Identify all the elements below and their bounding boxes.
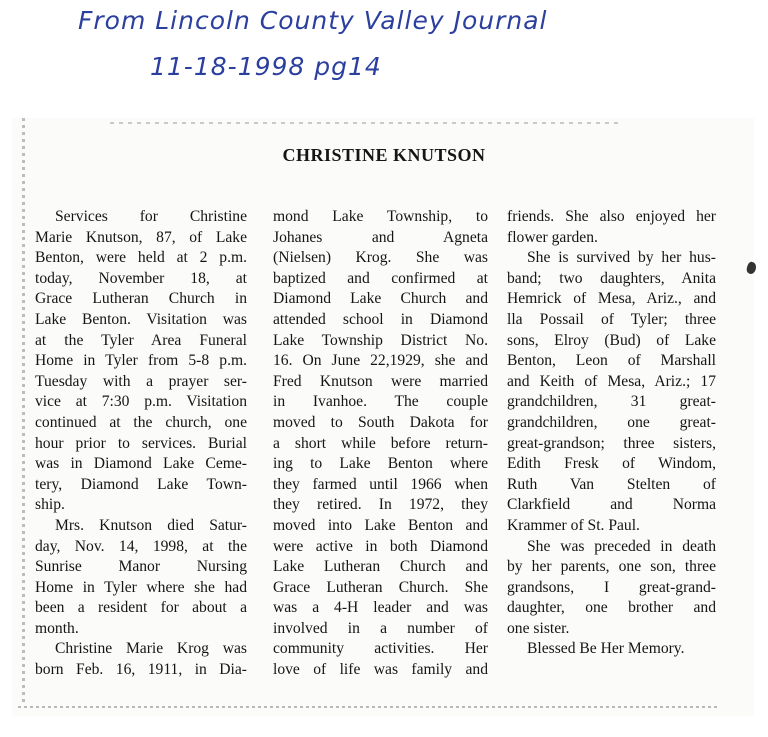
article-text-line: Johanes and Agneta	[273, 228, 488, 246]
article-text-line: She was preceded in death	[527, 537, 716, 555]
clipping-left-edge	[22, 118, 25, 706]
article-text-line: attended school in Diamond	[273, 310, 488, 328]
article-text-line: vice at 7:30 p.m. Visitation	[35, 393, 247, 411]
article-text-line: Clarkfield and Norma	[507, 496, 716, 514]
article-text-line: Sunrise Manor Nursing	[35, 558, 247, 576]
article-text-line: ship.	[35, 496, 65, 514]
article-text-line: Krammer of St. Paul.	[507, 516, 640, 534]
article-column-1	[35, 207, 247, 681]
article-text-line: Fred Knutson were married	[273, 372, 488, 390]
article-text-line: Tuesday with a prayer ser-	[35, 372, 247, 390]
article-text-line: Hemrick of Mesa, Ariz., and	[507, 290, 716, 308]
article-text-line: friends. She also enjoyed her	[507, 208, 716, 225]
article-text-line: Lake Township District No.	[273, 331, 488, 349]
article-text-line: baptized and confirmed at	[273, 269, 488, 287]
article-text-line: Benton, were held at 2 p.m.	[35, 249, 247, 267]
article-text-line: in Ivanhoe. The couple	[273, 393, 488, 411]
clipping-bottom-edge	[18, 706, 718, 708]
article-text-line: Services for Christine	[55, 208, 247, 225]
article-text-line: hour prior to services. Burial	[35, 434, 247, 452]
article-text-line: tery, Diamond Lake Town-	[35, 475, 247, 493]
article-text-line: involved in a number of	[273, 619, 488, 637]
article-text-line: Christine Marie Krog was	[55, 640, 247, 658]
article-text-line: and Keith of Mesa, Ariz.; 17	[507, 372, 716, 390]
article-text-line: was in Diamond Lake Ceme-	[35, 455, 247, 473]
article-text-line: Marie Knutson, 87, of Lake	[35, 228, 247, 246]
article-text-line: they retired. In 1972, they	[273, 496, 488, 514]
article-text-line: She is survived by her hus-	[527, 249, 716, 267]
article-text-line: today, November 18, at	[35, 269, 247, 287]
article-text-line: been a resident for about a	[35, 599, 247, 617]
obituary-headline: CHRISTINE KNUTSON	[282, 145, 486, 165]
article-text-line: grandchildren, 31 great-	[507, 393, 716, 411]
article-text-line: grandchildren, one great-	[507, 413, 716, 431]
article-text-line: (Nielsen) Krog. She was	[273, 249, 488, 267]
article-text-line: ing to Lake Benton where	[273, 455, 488, 473]
handwritten-date-page-note: 11-18-1998 pg14	[150, 52, 382, 81]
article-text-line: mond Lake Township, to	[273, 208, 488, 225]
article-text-line: Home in Tyler where she had	[35, 578, 247, 596]
article-text-line: one sister.	[507, 619, 570, 637]
article-text-line: at the Tyler Area Funeral	[35, 331, 247, 349]
article-column-3	[507, 207, 716, 660]
article-text-line: lla Possail of Tyler; three	[507, 310, 716, 328]
article-text-line: Diamond Lake Church and	[273, 290, 488, 308]
article-text-line: by her parents, one son, three	[507, 558, 716, 576]
article-text-line: Lake Benton. Visitation was	[35, 310, 247, 328]
article-text-line: daughter, one brother and	[507, 599, 716, 617]
article-text-line: Lake Lutheran Church and	[273, 558, 488, 576]
article-text-line: Edith Fresk of Windom,	[507, 455, 716, 473]
article-text-line: moved into Lake Benton and	[273, 516, 488, 534]
article-text-line: moved to South Dakota for	[273, 413, 488, 431]
article-text-line: day, Nov. 14, 1998, at the	[35, 537, 247, 555]
article-text-line: sons, Elroy (Bud) of Lake	[507, 331, 716, 349]
article-text-line: Grace Lutheran Church in	[35, 290, 247, 308]
article-text-line: were active in both Diamond	[273, 537, 488, 555]
article-text-line: flower garden.	[507, 228, 598, 246]
clipping-top-edge	[110, 122, 620, 124]
article-text-line: born Feb. 16, 1911, in Dia-	[35, 661, 247, 679]
article-text-line: community activities. Her	[273, 640, 488, 658]
article-column-2	[273, 207, 488, 681]
article-text-line: Mrs. Knutson died Satur-	[55, 516, 247, 534]
article-text-line: a short while before return-	[273, 434, 488, 452]
article-text-line: grandsons, I great-grand-	[507, 578, 716, 596]
article-text-line: was a 4-H leader and was	[273, 599, 488, 617]
article-text-line: Grace Lutheran Church. She	[273, 578, 488, 596]
article-text-line: they farmed until 1966 when	[273, 475, 488, 493]
article-text-line: love of life was family and	[273, 661, 488, 679]
article-text-line: month.	[35, 619, 79, 637]
article-text-line: Blessed Be Her Memory.	[527, 640, 685, 658]
article-text-line: great-grandson; three sisters,	[507, 434, 716, 452]
article-text-line: continued at the church, one	[35, 413, 247, 431]
article-text-line: 16. On June 22,1929, she and	[273, 352, 488, 370]
article-text-line: Benton, Leon of Marshall	[507, 352, 716, 370]
article-text-line: Home in Tyler from 5-8 p.m.	[35, 352, 247, 370]
article-text-line: Ruth Van Stelten of	[507, 475, 716, 493]
handwritten-source-note: From Lincoln County Valley Journal	[78, 6, 548, 35]
article-text-line: band; two daughters, Anita	[507, 269, 716, 287]
